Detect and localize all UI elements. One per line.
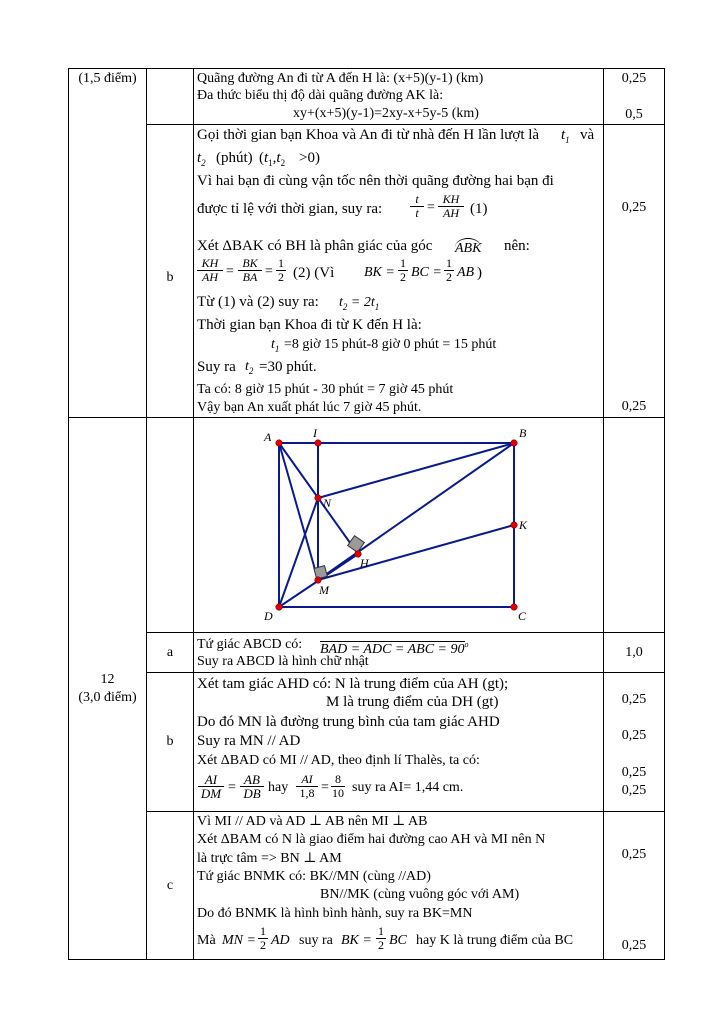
row11-a-line3: xy+(x+5)(y-1)=2xy-x+5y-5 (km) xyxy=(293,106,479,121)
geometry-figure xyxy=(250,422,540,628)
row11-b-line3: Vì hai bạn đi cùng vận tốc nên thời quãng đường hai bạn đi xyxy=(197,173,554,189)
eq-sign: = xyxy=(228,780,236,795)
row12-b-label: b xyxy=(166,734,174,749)
segment-nb xyxy=(318,443,514,498)
row12-a-score: 1,0 xyxy=(625,645,643,660)
eq-sign: = xyxy=(321,780,329,795)
row12-c-line6: Do đó BNMK là hình bình hành, suy ra BK=MN xyxy=(197,906,473,921)
row11-b-thirty: =30 phút. xyxy=(259,359,317,375)
fraction-ai-18: $\frac{AI}{1,8}$ xyxy=(296,773,318,800)
col-divider xyxy=(193,68,194,960)
label-n: N xyxy=(323,496,332,510)
fraction-kh-ah-2: $\frac{KH}{AH}$ xyxy=(197,257,223,284)
row11-b-minutes: (phút) xyxy=(216,150,253,166)
row11-b-line10: Suy ra xyxy=(197,359,236,375)
row12-b-score: 0,25 xyxy=(621,692,647,707)
row11-b-score: 0,25 xyxy=(621,200,647,215)
row12-c-line3: là trực tâm => BN ⊥ AM xyxy=(197,851,342,866)
math-t2-eq: $t_2 = 2t_1$ xyxy=(339,295,380,312)
fraction-ab-db: $\frac{AB}{DB}$ xyxy=(240,773,264,800)
row-divider xyxy=(146,672,664,673)
point-a xyxy=(276,440,283,447)
fraction-kh-ah: $\frac{KH}{AH}$ xyxy=(438,193,464,220)
row12-b-score: 0,25 xyxy=(621,783,647,798)
row11-b-line9: =8 giờ 15 phút-8 giờ 0 phút = 15 phút xyxy=(284,337,497,352)
label-d: D xyxy=(264,609,273,623)
point-n xyxy=(315,495,322,502)
row12-b-line4: Suy ra MN // AD xyxy=(197,733,301,749)
row11-points: (1,5 điểm) xyxy=(78,71,137,86)
row11-b-because: (2) (Vì xyxy=(293,265,335,281)
row12-b-line1: Xét tam giác AHD có: N là trung điểm của AH (gt); xyxy=(197,676,509,692)
row11-b-label: b xyxy=(166,270,174,285)
row11-b-line7: Từ (1) và (2) suy ra: xyxy=(197,294,319,310)
row12-points: (3,0 điểm) xyxy=(78,690,137,705)
row11-b-line11: Ta có: 8 giờ 15 phút - 30 phút = 7 giờ 45 phút xyxy=(197,382,454,397)
math-t1: $t_1$ xyxy=(271,337,280,354)
point-d xyxy=(276,604,283,611)
question-number: 12 xyxy=(100,672,115,687)
row11-b-score: 0,25 xyxy=(621,399,647,414)
angle-abk: ABK xyxy=(455,238,481,257)
math-t1-t2: ($t_1,t_2$ xyxy=(259,150,286,168)
row12-b-score: 0,25 xyxy=(621,728,647,743)
math-t1: $t_1$ xyxy=(561,127,570,145)
right-angle-mark-m xyxy=(314,566,327,579)
eq-ref-1: (1) xyxy=(470,201,488,217)
math-mn-eq: MN = xyxy=(222,933,256,948)
row12-c-score: 0,25 xyxy=(621,938,647,953)
row11-b-and: và xyxy=(580,127,595,143)
math-ab: AB xyxy=(457,265,475,280)
label-a: A xyxy=(264,430,272,444)
table-bottom-border xyxy=(68,959,664,960)
row-divider xyxy=(68,417,664,418)
math-bk-eq: BK = xyxy=(364,265,395,280)
math-bk-eq: BK = xyxy=(341,933,372,948)
row-divider xyxy=(146,632,664,633)
label-c: C xyxy=(518,609,527,623)
row11-b-line5: Xét ΔBAK có BH là phân giác của góc xyxy=(197,238,433,254)
fraction-half: $\frac{1}{2}$ xyxy=(446,256,452,284)
row11-b-line1: Gọi thời gian bạn Khoa và An đi từ nhà đến H lần lượt là xyxy=(197,127,540,143)
row12-b-score: 0,25 xyxy=(621,765,647,780)
col-divider xyxy=(146,68,147,960)
segment-mb xyxy=(318,443,514,580)
row12-b-line5: Xét ΔBAD có MI // AD, theo định lí Thalès, ta có: xyxy=(197,753,480,768)
fraction-half: $\frac{1}{2}$ xyxy=(400,256,406,284)
row-divider xyxy=(146,811,664,812)
eq-sign: = xyxy=(265,264,273,279)
point-i xyxy=(315,440,322,447)
row12-c-line5: BN//MK (cùng vuông góc với AM) xyxy=(320,887,520,902)
fraction-t1-t2: $\frac{t}{t}$ xyxy=(410,193,424,220)
row12-b-line2: M là trung điểm của DH (gt) xyxy=(326,694,499,710)
segment-mk xyxy=(318,525,514,580)
row11-b-then: nên: xyxy=(504,238,530,254)
fraction-8-10: $\frac{8}{10}$ xyxy=(332,772,344,800)
row12-b-or: hay xyxy=(268,780,289,795)
row11-a-score: 0,5 xyxy=(625,107,643,122)
row12-a-label: a xyxy=(166,645,174,660)
row12-a-line2: Suy ra ABCD là hình chữ nhật xyxy=(197,654,369,669)
fraction-bk-ba: $\frac{BK}{BA}$ xyxy=(238,257,262,284)
angles-equation: BAD = ADC = ABC = $90^o$ xyxy=(320,640,469,657)
row12-a-line1: Tứ giác ABCD có: xyxy=(197,637,303,652)
fraction-half: $\frac{1}{2}$ xyxy=(378,924,384,952)
point-c xyxy=(511,604,518,611)
label-i: I xyxy=(313,426,317,440)
row11-a-score: 0,25 xyxy=(621,71,647,86)
math-bc-eq: BC = xyxy=(411,265,442,280)
row12-b-result: suy ra AI= 1,44 cm. xyxy=(352,780,464,795)
label-h: H xyxy=(360,556,369,570)
row11-b-line4: được tỉ lệ với thời gian, suy ra: xyxy=(197,201,383,217)
row11-b-line8: Thời gian bạn Khoa đi từ K đến H là: xyxy=(197,317,422,333)
math-bc: BC xyxy=(389,933,407,948)
row12-c-score: 0,25 xyxy=(621,847,647,862)
fraction-half: $\frac{1}{2}$ xyxy=(260,924,266,952)
label-m: M xyxy=(319,583,329,597)
row12-b-line3: Do đó MN là đường trung bình của tam giác AHD xyxy=(197,714,500,730)
fraction-ai-dm: $\frac{AI}{DM}$ xyxy=(198,773,224,800)
col-divider xyxy=(664,68,665,960)
row12-c-then: suy ra xyxy=(299,933,333,948)
row11-b-gt0: >0) xyxy=(299,150,320,166)
eq-sign: = xyxy=(427,200,435,215)
row11-a-line1: Quãng đường An đi từ A đến H là: (x+5)(y-1) (km) xyxy=(197,71,484,86)
row11-a-line2: Đa thức biểu thị độ dài quãng đường AK là: xyxy=(197,88,444,103)
math-t2: $t_2$ xyxy=(245,359,254,376)
row12-c-line1: Vì MI // AD và AD ⊥ AB nên MI ⊥ AB xyxy=(197,814,428,829)
row-divider xyxy=(146,124,664,125)
label-b: B xyxy=(519,426,527,440)
row11-b-line12: Vậy bạn An xuất phát lúc 7 giờ 45 phút. xyxy=(197,400,422,415)
point-k xyxy=(511,522,518,529)
row12-c-line2: Xét ΔBAM có N là giao điểm hai đường cao AH và MI nên N xyxy=(197,832,546,847)
row12-c-end: hay K là trung điểm của BC xyxy=(416,933,574,948)
table-top-border xyxy=(68,68,664,69)
row12-c-ma: Mà xyxy=(197,933,216,948)
label-k: K xyxy=(519,518,528,532)
close-paren: ) xyxy=(477,265,482,281)
row12-c-label: c xyxy=(166,878,174,893)
math-ad: AD xyxy=(271,933,290,948)
row12-c-line4: Tứ giác BNMK có: BK//MN (cùng //AD) xyxy=(197,869,431,884)
eq-sign: = xyxy=(226,264,234,279)
point-b xyxy=(511,440,518,447)
fraction-half: $\frac{1}{2}$ xyxy=(278,256,284,284)
math-t2: $t_2$ xyxy=(197,150,206,168)
col-divider xyxy=(68,68,69,960)
